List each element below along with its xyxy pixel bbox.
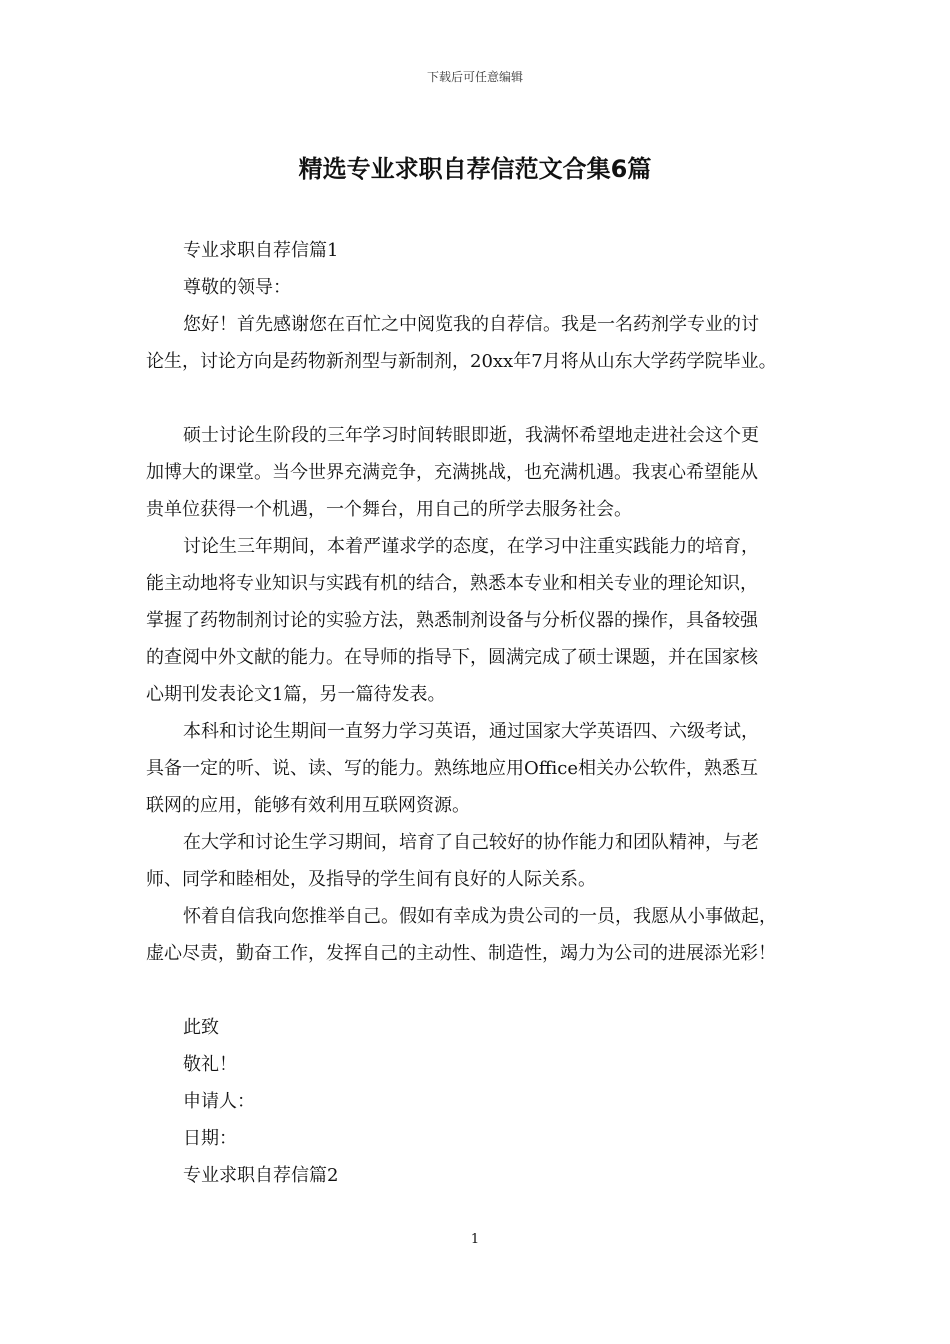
text-line: 申请人： [183,1091,255,1112]
blank-line [146,380,822,417]
header-note: 下载后可任意编辑 [426,70,523,84]
text-line: 专业求职自荐信篇2 [183,1165,339,1186]
document-body [146,232,822,1194]
text-line: 讨论生三年期间，本着严谨求学的态度，在学习中注重实践能力的培育， [183,536,759,557]
text-line: 硕士讨论生阶段的三年学习时间转眼即逝，我满怀希望地走进社会这个更 [183,425,759,446]
document-title: 精选专业求职自荐信范文合集6篇 [298,155,652,183]
text-line: 的查阅中外文献的能力。在导师的指导下，圆满完成了硕士课题，并在国家核 [146,647,758,668]
blank-line [146,972,822,1009]
text-line: 本科和讨论生期间一直努力学习英语，通过国家大学英语四、六级考试， [183,721,759,742]
text-line: 心期刊发表论文1篇，另一篇待发表。 [146,684,446,705]
text-line: 师、同学和睦相处，及指导的学生间有良好的人际关系。 [146,869,596,890]
text-line: 虚心尽责，勤奋工作，发挥自己的主动性、制造性，竭力为公司的进展添光彩！ [146,943,776,964]
page-number: 1 [470,1232,480,1247]
text-line: 您好！首先感谢您在百忙之中阅览我的自荐信。我是一名药剂学专业的讨 [183,314,759,335]
text-line: 怀着自信我向您推举自己。假如有幸成为贵公司的一员，我愿从小事做起， [183,906,777,927]
text-line: 日期： [183,1128,237,1149]
text-line: 此致 [183,1017,219,1038]
text-line: 尊敬的领导： [183,277,291,298]
text-line: 掌握了药物制剂讨论的实验方法，熟悉制剂设备与分析仪器的操作，具备较强 [146,610,758,631]
text-line: 专业求职自荐信篇1 [183,240,339,261]
text-line: 能主动地将专业知识与实践有机的结合，熟悉本专业和相关专业的理论知识， [146,573,758,594]
text-line: 贵单位获得一个机遇，一个舞台，用自己的所学去服务社会。 [146,499,632,520]
text-line: 在大学和讨论生学习期间，培育了自己较好的协作能力和团队精神，与老 [183,832,759,853]
text-line: 联网的应用，能够有效利用互联网资源。 [146,795,470,816]
text-line: 论生，讨论方向是药物新剂型与新制剂，20xx年7月将从山东大学药学院毕业。 [146,351,777,372]
text-line: 加博大的课堂。当今世界充满竞争，充满挑战，也充满机遇。我衷心希望能从 [146,462,758,483]
text-line: 敬礼！ [183,1054,237,1075]
text-line: 具备一定的听、说、读、写的能力。熟练地应用Office相关办公软件，熟悉互 [146,758,759,779]
